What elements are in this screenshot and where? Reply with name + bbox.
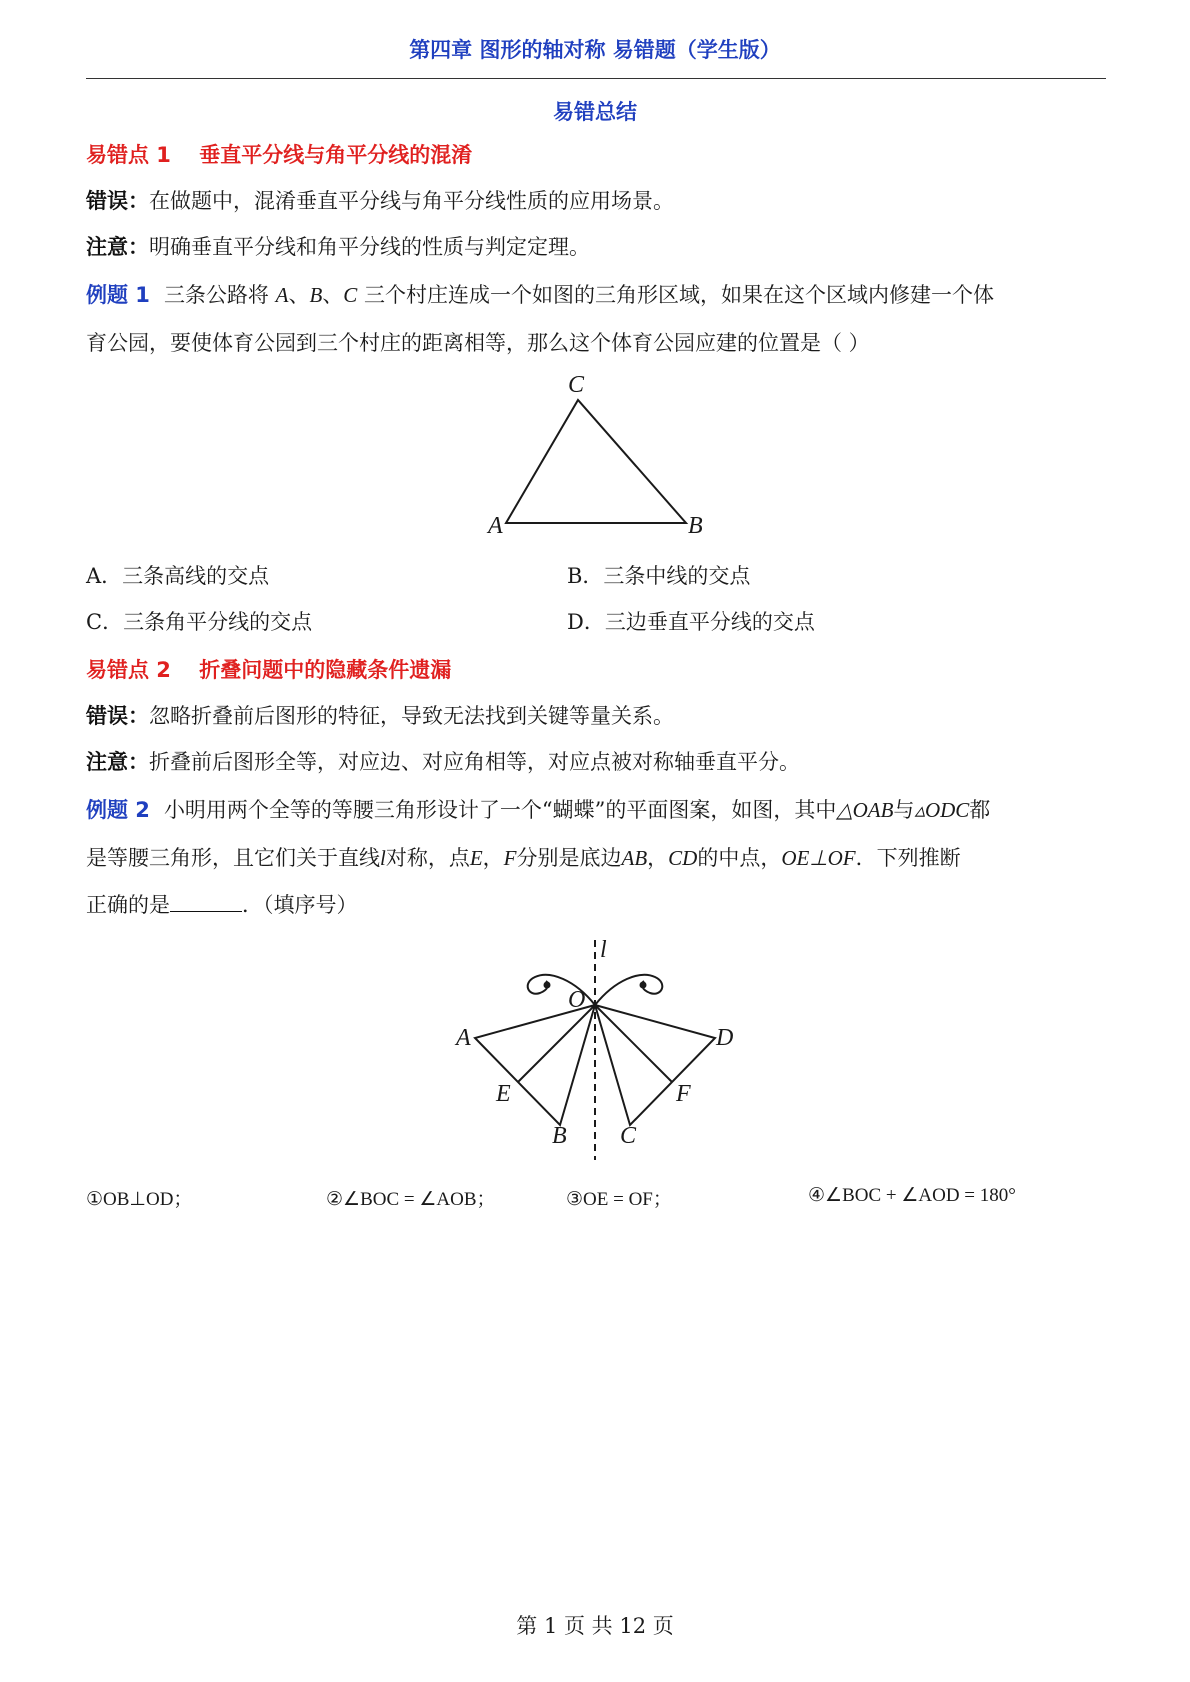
statement-2: ②∠BOC = ∠AOB； [326,1189,496,1210]
error-label: 错误： [86,704,149,728]
statement-4: ④∠BOC + ∠AOD = 180° [808,1185,1016,1206]
note-label: 注意： [86,750,149,774]
point2-note [86,739,1106,786]
page-footer: 第 1 页 共 12 页 [516,1614,674,1638]
option-c[interactable]: C．三条角平分线的交点 [86,610,313,634]
option-a[interactable]: A．三条高线的交点 [86,564,270,588]
error-text: 忽略折叠前后图形的特征，导致无法找到关键等量关系。 [149,704,674,728]
statement-1: ①OB⊥OD； [86,1189,193,1210]
answer-blank[interactable] [170,891,242,912]
option-b[interactable]: B．三条中线的交点 [567,564,751,588]
option-d[interactable]: D．三边垂直平分线的交点 [567,610,815,634]
header-rule [86,78,1106,79]
example2-line2: 是等腰三角形，且它们关于直线l对称，点E，F分别是底边AB，CD的中点，OE⊥OF．下列推断 [86,846,961,870]
label-o: O [568,987,586,1013]
label-b: B [552,1123,567,1149]
example1-line1: 例题 1 三条公路将 A、B、C 三个村庄连成一个如图的三角形区域，如果在这个区域内修建一个体 [86,283,994,307]
point1-error [86,178,1106,225]
example2-line1: 例题 2 小明用两个全等的等腰三角形设计了一个“蝴蝶”的平面图案，如图，其中△OAB与▵ODC都 [86,798,991,822]
label-a: A [456,1025,471,1051]
label-b: B [688,513,703,539]
statement-3: ③OE = OF； [566,1189,672,1210]
left-antenna-tip [544,982,551,989]
note-label: 注意： [86,235,149,259]
note-text: 折叠前后图形全等，对应边、对应角相等，对应点被对称轴垂直平分。 [149,750,800,774]
note-text: 明确垂直平分线和角平分线的性质与判定定理。 [149,235,590,259]
example2-line3: 正确的是 ．（填序号） [86,893,358,917]
page-header-title: 第四章 图形的轴对称 易错题（学生版） [409,38,781,62]
point2-error [86,693,1106,740]
example1-line2: 育公园，要使体育公园到三个村庄的距离相等，那么这个体育公园应建的位置是（ ） [86,331,870,355]
point2-heading: 易错点 2 折叠问题中的隐藏条件遗漏 [86,658,452,682]
label-f: F [676,1081,691,1107]
triangle-abc [506,400,686,523]
triangle-figure [470,370,720,540]
butterfly-figure [440,935,750,1165]
label-c: C [620,1123,637,1149]
example1-label: 例题 1 [86,283,150,307]
label-c: C [568,372,585,398]
right-antenna-tip [640,982,647,989]
label-a: A [488,513,503,539]
example2-label: 例题 2 [86,798,150,822]
point1-note [86,224,1106,271]
label-d: D [716,1025,734,1051]
error-text: 在做题中，混淆垂直平分线与角平分线性质的应用场景。 [149,189,674,213]
section-title: 易错总结 [553,100,637,124]
point1-heading: 易错点 1 垂直平分线与角平分线的混淆 [86,143,473,167]
right-antenna [595,975,662,1005]
label-l: l [600,937,607,963]
label-e: E [496,1081,511,1107]
error-label: 错误： [86,189,149,213]
